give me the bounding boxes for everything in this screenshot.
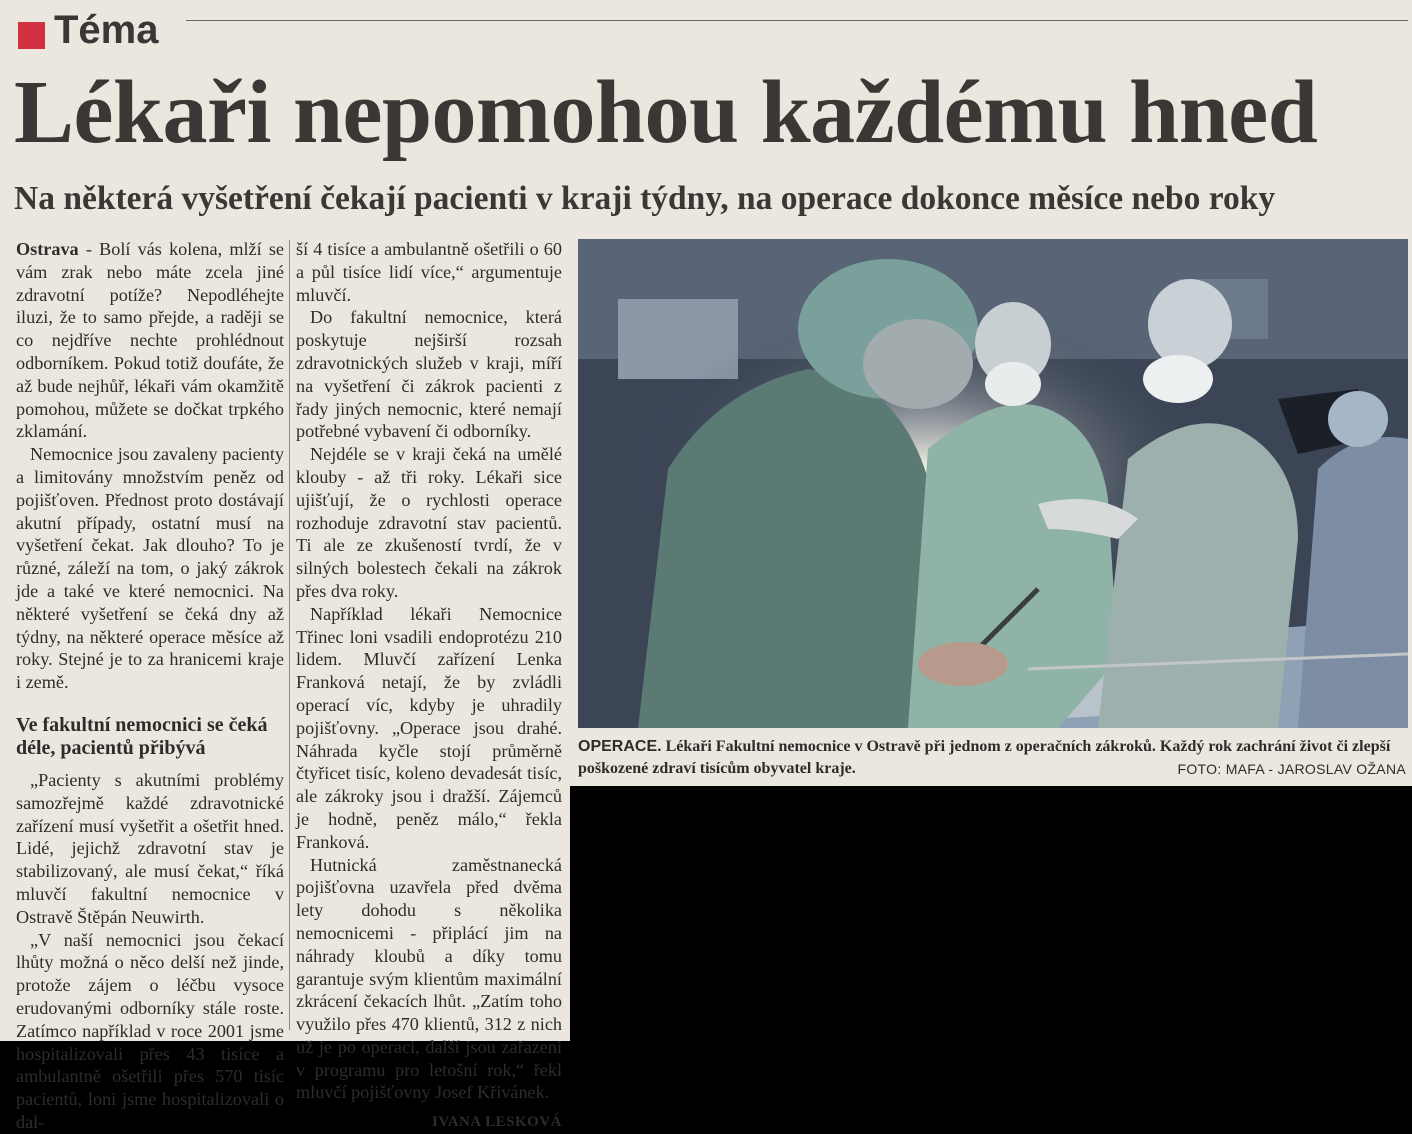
paragraph: ší 4 tisíce a ambulantně ošetřili o 60 a půl tisíce lidí více,“ argumentuje mluvčí. — [296, 239, 562, 305]
paragraph: Nejdéle se v kraji čeká na umělé klouby - až tři roky. Lékaři sice ujišťují, že o rychlosti operace rozhoduje zdravotní stav pacientů. Ti ale ze zkušeností tvrdí, že v silných bolestech čekali na zákrok přes dva roky. — [296, 444, 562, 601]
surgery-photo-illustration — [578, 239, 1408, 728]
paragraph: Do fakultní nemocnice, která poskytuje nejširší rozsah zdravotnických služeb v kraji, míří na vyšetření či zákrok pacienti z řady jiných nemocnic, které nemají potřebné vybavení či odborníky. — [296, 307, 562, 442]
photo-caption — [578, 736, 1408, 780]
caption-text: Lékaři Fakultní nemocnice v Ostravě při jednom z operačních zákroků. Každý rok zachrání život či zlepší poškozené zdraví tisícům obyvatel kraje. — [578, 738, 1391, 777]
lead-paragraph — [16, 238, 284, 443]
section-rubric — [18, 8, 1408, 52]
article-column-2 — [296, 238, 562, 1131]
article-column-1 — [16, 238, 284, 1134]
headline: Lékaři nepomohou každému hned — [14, 63, 1318, 162]
dateline: Ostrava — [16, 239, 79, 259]
column-divider — [289, 240, 290, 1030]
rubric-square-icon — [18, 22, 45, 49]
paragraph: Hutnická zaměstnanecká pojišťovna uzavřela před dvěma lety dohodu s několika nemocnicemi - připlácí jim na náhrady kloubů a díky tomu garantuje svým klientům maximální zkrácení čekacích lhůt. „Zatím toho využilo přes 470 klientů, 312 z nich už je po operaci, další jsou zařazeni v programu pro letošní rok,“ řekl mluvčí pojišťovny Josef Křivánek. — [296, 854, 562, 1103]
photo-credit: FOTO: MAFA - JAROSLAV OŽANA — [1177, 761, 1406, 777]
byline: IVANA LESKOVÁ — [431, 1114, 562, 1131]
paragraph: Například lékaři Nemocnice Třinec loni vsadili endoprotézu 210 lidem. Mluvčí zařízení Lenka Franková netají, že by zvládli operací víc, kdyby je uhradily pojišťovny. „Operace jsou drahé. Náhrada kyčle stojí průměrně čtyřicet tisíc, koleno devadesát tisíc, ale zákroky jsou i dražší. Zájemců je hodně, peněz málo,“ řekla Franková. — [296, 603, 562, 852]
lead-text: - Bolí vás kolena, mlží se vám zrak nebo máte zcela jiné zdravotní potíže? Nepodléhejte iluzi, že to samo přejde, a raději se co nejdříve nechte prohlédnout odborníkem. Pokud totiž doufáte, že až bude nejhůř, lékaři vám okamžitě pomohou, můžete se dočkat trpkého zklamání. — [16, 239, 284, 442]
caption-lead: OPERACE. — [578, 738, 662, 755]
subheadline: Na některá vyšetření čekají pacienti v kraji týdny, na operace dokonce měsíce nebo roky — [14, 180, 1276, 217]
blank-area — [570, 786, 1412, 1041]
rubric-rule — [186, 20, 1408, 21]
paragraph: „Pacienty s akutními problémy samozřejmě každé zdravotnické zařízení musí vyšetřit a ošetřit hned. Lidé, jejichž zdravotní stav je stabilizovaný, ale musí čekat,“ říká mluvčí fakultní nemocnice v Ostravě Štěpán Neuwirth. — [16, 769, 284, 927]
crosshead: Ve fakultní nemocnici se čeká déle, pacientů přibývá — [16, 713, 268, 759]
paragraph: „V naší nemocnici jsou čekací lhůty možná o něco delší než jinde, protože zájem o léčbu vysoce erudovanými odborníky stále roste. Zatímco například v roce 2001 jsme hospitalizovali přes 43 tisíce a ambulantně ošetřili přes 570 tisíc pacientů, loni jsme hospitalizovali o dal- — [16, 929, 284, 1132]
rubric-label: Téma — [54, 8, 159, 52]
surgery-photo — [578, 239, 1408, 728]
paragraph: Nemocnice jsou zavaleny pacienty a limitovány množstvím peněz od pojišťoven. Přednost proto dostávají akutní případy, ostatní musí na vyšetření čekat. Jak dlouho? To je různé, záleží na tom, o jaký zákrok jde a také ve které nemocnici. Na některé vyšetření se čeká dny až týdny, na některé operace měsíce až roky. Stejné je to za hranicemi kraje i země. — [16, 444, 284, 693]
